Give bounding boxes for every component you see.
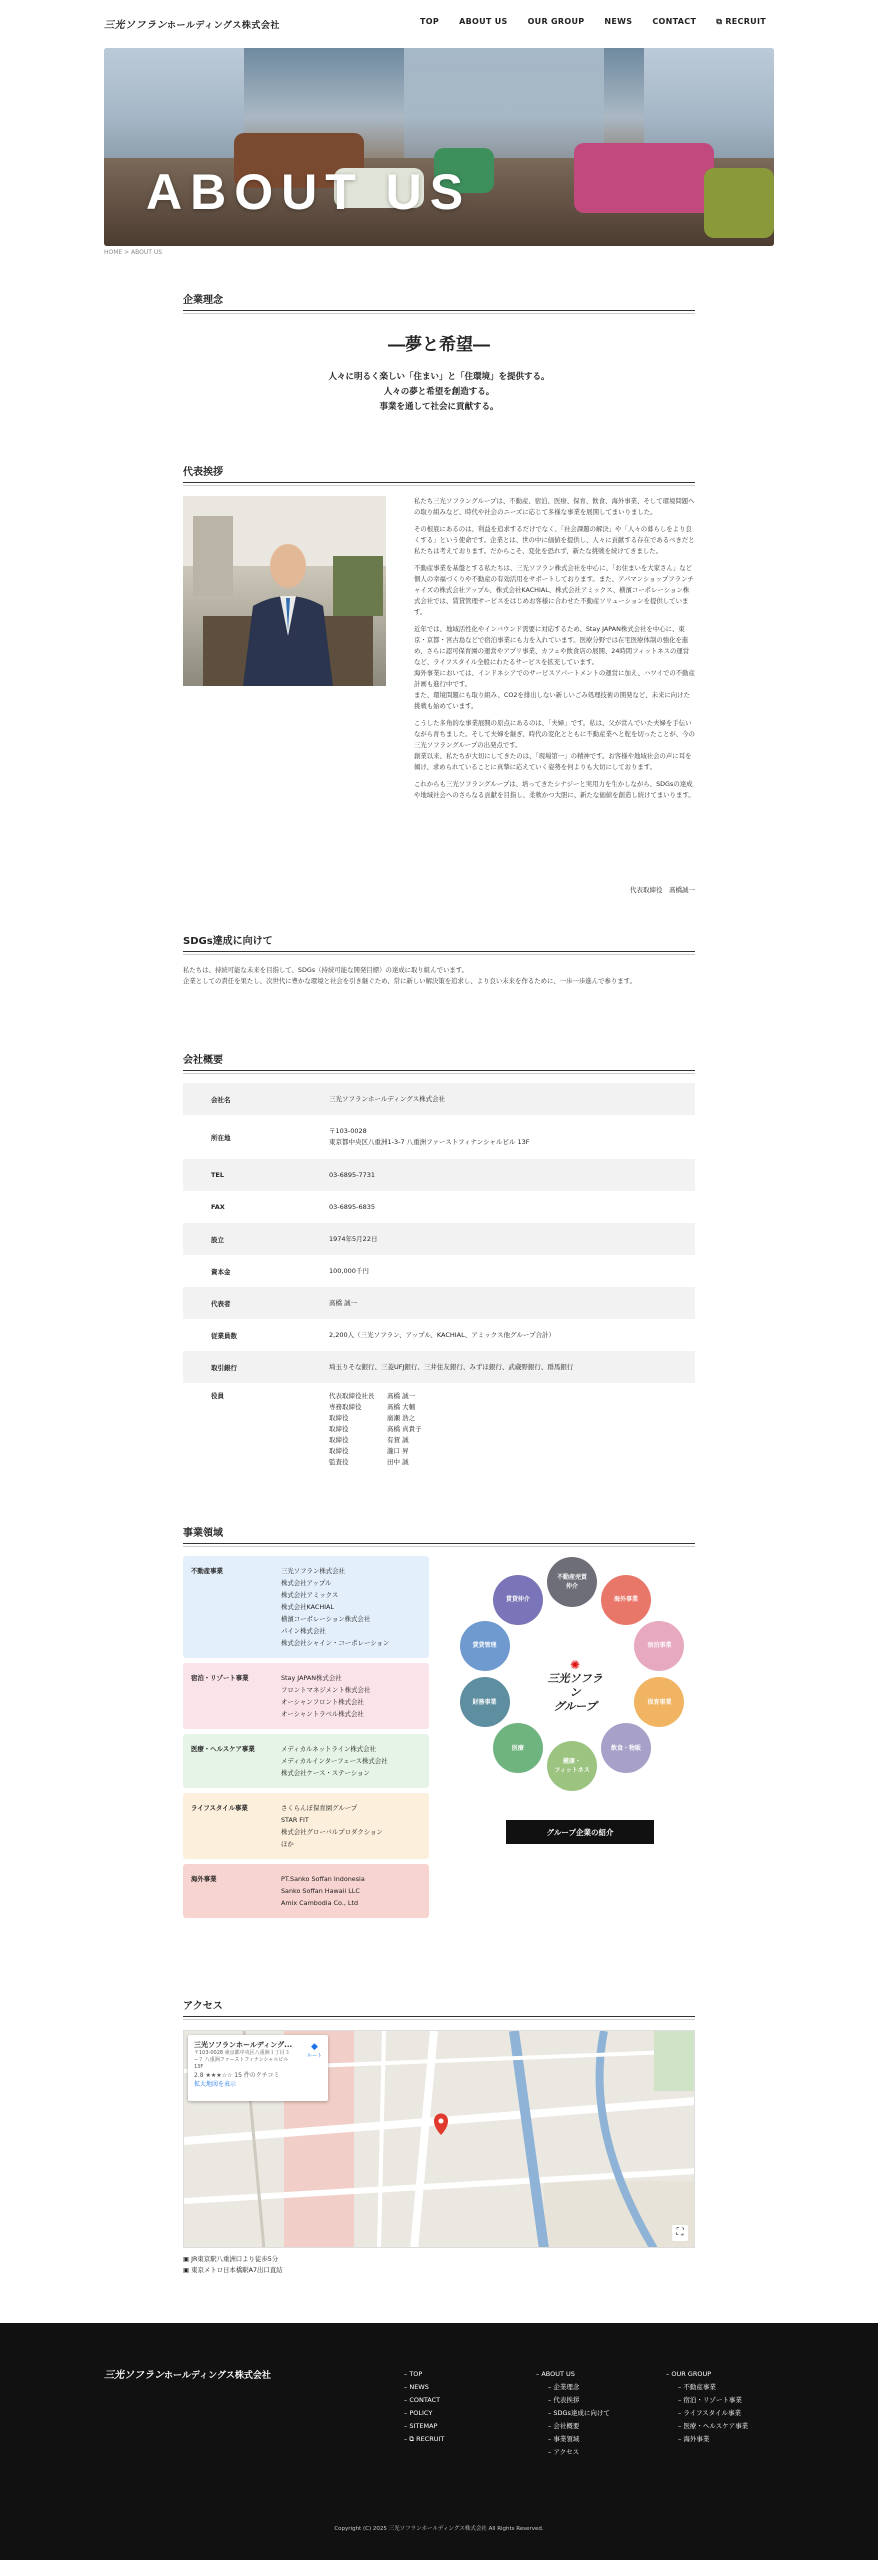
message-paragraph: 近年では、地域活性化やインバウンド需要に対応するため、Stay JAPAN株式会社を中心に、東京・京都・宮古島などで宿泊事業にも力を入れています。医療分野では在宅医療体制の強化を進め、さらに認可保育園の運営やアプリ事業、カフェや飲食店の展開、24時間フィットネスの運営など、ライフスタイル全般にわたるサービスを拡充しています。 (414, 625, 690, 666)
message-paragraph: 創業以来、私たちが大切にしてきたのは、「現場第一」の精神です。お客様や地域社会の声に耳を傾け、求められていることに真摯に応えていく姿勢を何よりも大切にしております。 (414, 752, 692, 771)
logo-mark-icon: ✺ (569, 1658, 581, 1672)
officer-name: 髙橋 大輔 (387, 1403, 416, 1411)
business-block (183, 1793, 429, 1859)
profile-row-officers (183, 1383, 695, 1483)
officer-name: 瀧口 昇 (387, 1447, 409, 1455)
officer-name: 廣瀬 浩之 (387, 1414, 416, 1422)
nav-contact[interactable]: CONTACT (652, 17, 697, 26)
company-name: メディカルネットライン株式会社 (281, 1745, 376, 1753)
company-name: 株式会社アミックス (281, 1591, 339, 1599)
officer-title: 取締役 (329, 1436, 349, 1444)
company-name: Sanko Soffan Hawaii LLC (281, 1887, 360, 1895)
footer-col-main (404, 2368, 444, 2446)
company-name: 横濱コーポレーション株式会社 (281, 1615, 371, 1623)
message-paragraph: その根底にあるのは、利益を追求するだけでなく、「社会課題の解決」や「人々の暮らしをより良くする」という使命です。企業とは、世の中に価値を提供し、人々に貢献する存在であるべきだと私たちは考えております。だからこそ、変化を恐れず、新たな挑戦を続けてきました。 (414, 525, 695, 555)
footer-link-label: NEWS (409, 2383, 429, 2391)
sdgs-heading: SDGs達成に向けて (183, 932, 695, 952)
group-companies-button[interactable]: グループ企業の紹介 (506, 1820, 654, 1844)
footer-link-label: 医療・ヘルスケア事業 (683, 2422, 749, 2430)
message-heading: 代表挨拶 (183, 463, 695, 483)
business-circle[interactable]: 健康・ フィットネス (547, 1741, 597, 1791)
company-name: 株式会社シャイン・コーポレーション (281, 1639, 390, 1647)
nav-about-us[interactable]: ABOUT US (459, 17, 508, 26)
footer-link-sub[interactable]: – ライフスタイル事業 (678, 2409, 742, 2417)
profile-key: 資本金 (211, 1267, 231, 1276)
business-category: 医療・ヘルスケア事業 (191, 1745, 255, 1753)
copyright: Copyright (C) 2025 三光ソフランホールディングス株式会社 All Rights Reserved. (334, 2526, 544, 2532)
business-circle[interactable]: 不動産売買 仲介 (547, 1557, 597, 1607)
company-name: メディカルインターフェース株式会社 (281, 1757, 388, 1765)
message-paragraph: こうした多角的な事業展開の原点にあるのは、「夫婦」です。私は、父が営んでいた夫婦を手伝いながら育ちました。そして夫婦を継ぎ、時代の変化とともに不動産業へと舵を切ったことが、今の三光ソフラングループの出発点です。 (414, 719, 695, 749)
footer-link-about-us[interactable]: – ABOUT US (536, 2370, 575, 2378)
company-name: ほか (281, 1840, 294, 1848)
philosophy-line: 人々に明るく楽しい「住まい」と「住環境」を提供する。 (328, 372, 550, 382)
footer-link-label: SDGs達成に向けて (553, 2409, 610, 2417)
business-circle[interactable]: 宿泊事業 (634, 1621, 684, 1671)
window-right (644, 48, 774, 158)
business-companies (281, 1802, 421, 1850)
footer-logo-brand: 三光ソフラン (104, 2370, 164, 2381)
access-note-text: 東京メトロ日本橋駅A7出口直結 (191, 2266, 283, 2274)
footer-link-label: 企業理念 (553, 2383, 580, 2391)
profile-value: 髙橋 誠一 (329, 1298, 358, 1307)
footer-link-sitemap[interactable]: – SITEMAP (404, 2422, 438, 2430)
sdgs-text (183, 965, 703, 987)
company-name: パイン株式会社 (281, 1627, 326, 1635)
philosophy-line: 人々の夢と希望を創造する。 (383, 387, 495, 397)
map-info-card (188, 2035, 328, 2101)
footer-link-label: 代表挨拶 (553, 2396, 580, 2404)
access-notes (183, 2254, 283, 2276)
nav-our-group[interactable]: OUR GROUP (527, 17, 585, 26)
business-companies (281, 1565, 421, 1649)
company-name: PT.Sanko Soffan Indonesia (281, 1875, 365, 1883)
footer-link-label: SITEMAP (409, 2422, 438, 2430)
footer-link-label: OUR GROUP (671, 2370, 712, 2378)
message-paragraph: 私たち三光ソフラングループは、不動産、宿泊、医療、保育、飲食、海外事業、そして環境問題への取り組みなど、時代や社会のニーズに応じて多様な事業を展開してまいりました。 (414, 497, 695, 516)
profile-row (183, 1159, 695, 1191)
profile-value: 三光ソフランホールディングス株式会社 (329, 1094, 446, 1103)
map-rating: 2.8 ★★★☆☆ 15 件のクチコミ (194, 2072, 280, 2079)
company-name: STAR FIT (281, 1816, 309, 1824)
hero-banner (104, 48, 774, 246)
footer-link-label: アクセス (553, 2448, 580, 2456)
main-nav (420, 17, 766, 27)
officer-title: 監査役 (329, 1458, 349, 1466)
philosophy-title: ―夢と希望― (388, 335, 490, 355)
company-name: 株式会社アップル (281, 1579, 332, 1587)
profile-row (183, 1083, 695, 1115)
company-name: 株式会社グローバルプロダクション (281, 1828, 383, 1836)
footer-link-label: POLICY (409, 2409, 433, 2417)
nav-recruit-label: RECRUIT (725, 17, 766, 26)
footer-logo-suffix: ホールディングス株式会社 (164, 2371, 271, 2381)
officer-title: 取締役 (329, 1414, 349, 1422)
profile-row (183, 1191, 695, 1223)
profile-key: 取引銀行 (211, 1363, 237, 1372)
external-link-icon: ⧉ (409, 2435, 414, 2443)
sofa-patterned (704, 168, 774, 238)
directions-label: ルート (306, 2053, 322, 2059)
google-map[interactable] (183, 2030, 695, 2248)
footer-col-group (666, 2368, 748, 2446)
ceo-signature: 代表取締役 髙橋誠一 (630, 886, 695, 894)
access-heading: アクセス (183, 1997, 695, 2017)
footer-link-sub[interactable]: – 宿泊・リゾート事業 (678, 2396, 742, 2404)
profile-key: 設立 (211, 1235, 224, 1244)
footer-link-sub[interactable]: – 海外事業 (678, 2435, 710, 2443)
breadcrumb[interactable]: HOME > ABOUT US (104, 249, 163, 256)
map-fullscreen-icon[interactable]: ⛶ (672, 2225, 688, 2241)
business-category: ライフスタイル事業 (191, 1804, 248, 1812)
footer-logo[interactable] (104, 2366, 271, 2381)
access-note (183, 2265, 283, 2276)
logo-suffix: ホールディングス株式会社 (167, 21, 280, 31)
profile-key: 従業員数 (211, 1331, 237, 1340)
sdgs-line: 企業としての責任を果たし、次世代に豊かな環境と社会を引き継ぐため、常に新しい解決策を追求し、より良い未来を作るために、一歩一歩進んで参ります。 (183, 977, 636, 985)
business-block (183, 1864, 429, 1918)
profile-key: 役員 (211, 1392, 224, 1400)
profile-value: 100,000千円 (329, 1266, 369, 1275)
company-name: Stay JAPAN株式会社 (281, 1674, 342, 1682)
business-list (183, 1556, 429, 1923)
officer-title: 代表取締役社長 (329, 1392, 375, 1400)
message-paragraph: 海外事業においては、インドネシアでのサービスアパートメントの運営に加え、ハワイでの不動産計画も進行中です。 (414, 669, 695, 688)
footer-link-label: 事業領域 (553, 2435, 580, 2443)
train-icon: ▣ (183, 2266, 190, 2274)
sdgs-line: 私たちは、持続可能な未来を目指して、SDGs（持続可能な開発目標）の達成に取り組んでいます。 (183, 966, 469, 974)
footer-link-our-group[interactable]: – OUR GROUP (666, 2370, 712, 2378)
officer-title: 専務取締役 (329, 1403, 362, 1411)
window-center (404, 48, 604, 158)
profile-heading: 会社概要 (183, 1051, 695, 1071)
profile-key: 所在地 (211, 1133, 231, 1142)
ceo-photo (183, 496, 386, 686)
footer-link-sub[interactable]: – 会社概要 (548, 2422, 580, 2430)
profile-value: 03-6895-6835 (329, 1202, 376, 1211)
footer-link-label: CONTACT (409, 2396, 441, 2404)
philosophy-heading: 企業理念 (183, 291, 695, 311)
business-circle[interactable]: 保育事業 (634, 1677, 684, 1727)
footer-link-sub[interactable]: – SDGs達成に向けて (548, 2409, 610, 2417)
profile-value: 2,200人（三光ソフラン、アップル、KACHIAL、アミックス他グループ合計） (329, 1330, 556, 1339)
footer-link-label: RECRUIT (416, 2435, 445, 2443)
nav-top[interactable]: TOP (420, 17, 440, 26)
profile-row (183, 1115, 695, 1159)
site-header (0, 0, 878, 46)
business-companies (281, 1743, 421, 1779)
footer-link-label: TOP (409, 2370, 423, 2378)
profile-key: FAX (211, 1203, 225, 1211)
logo-brand: 三光ソフラン (104, 20, 167, 31)
center-logo-text: 三光ソフラン グループ (547, 1672, 603, 1713)
profile-row (183, 1223, 695, 1255)
business-block (183, 1556, 429, 1658)
footer-link-label: 会社概要 (553, 2422, 580, 2430)
address: 東京都中央区八重洲1-3-7 八重洲ファーストフィナンシャルビル 13F (329, 1138, 530, 1146)
site-logo[interactable] (104, 16, 280, 31)
business-circle[interactable]: 賃貸管理 (460, 1621, 510, 1671)
map-place-name: 三光ソフランホールディング... (194, 2041, 293, 2049)
map-address: 〒103-0028 東京都中央区八重洲１丁目３−７ 八重洲ファーストフィナンシャルビル 13F (194, 2050, 290, 2070)
business-circle[interactable]: 飲食・物販 (601, 1723, 651, 1773)
footer-link-sub[interactable]: – 医療・ヘルスケア事業 (678, 2422, 749, 2430)
officer-name: 有賀 誠 (387, 1436, 409, 1444)
business-companies (281, 1672, 421, 1720)
officer-name: 髙橋 誠一 (387, 1392, 416, 1400)
footer-link-recruit[interactable]: – ⧉ RECRUIT (404, 2435, 445, 2443)
map-directions-button[interactable] (307, 2043, 322, 2061)
business-circle[interactable]: 医療 (493, 1723, 543, 1773)
company-name: さくらんぼ保育園グループ (281, 1804, 358, 1812)
profile-value (329, 1118, 695, 1156)
sofa-pink (574, 143, 714, 213)
profile-key: 代表者 (211, 1299, 231, 1308)
profile-row (183, 1319, 695, 1351)
train-icon: ▣ (183, 2255, 190, 2263)
directions-icon: ◆ (311, 2042, 318, 2052)
window-left (104, 48, 244, 158)
footer-link-sub[interactable]: – 事業領域 (548, 2435, 580, 2443)
group-center-logo (545, 1658, 605, 1714)
message-paragraph: また、環境問題にも取り組み、CO2を排出しない新しいごみ処理技術の開発など、未来に向けた挑戦も始めています。 (414, 691, 690, 710)
officer-name: 田中 誠 (387, 1458, 409, 1466)
site-footer (0, 2323, 878, 2560)
message-paragraph: 不動産事業を基盤とする私たちは、三光ソフラン株式会社を中心に、「お住まいを大家さん」など個人の幸福づくりや不動産の有効活用をサポートしております。また、アパマンショップフランチャイズの株式会社アップル、株式会社KACHIAL、株式会社アミックス、横濱コーポレーション株式会社では、賃貸管理サービスをはじめお客様に合わせた不動産ソリューションを提供しています。 (414, 564, 694, 616)
business-category: 不動産事業 (191, 1567, 223, 1575)
company-name: 三光ソフラン株式会社 (281, 1567, 345, 1575)
officers-grid (329, 1391, 695, 1468)
footer-link-top[interactable]: – TOP (404, 2370, 423, 2378)
company-name: フロントマネジメント株式会社 (281, 1686, 371, 1694)
profile-row (183, 1255, 695, 1287)
footer-link-news[interactable]: – NEWS (404, 2383, 429, 2391)
postal-code: 〒103-0028 (329, 1127, 367, 1135)
footer-link-sub[interactable]: – 代表挨拶 (548, 2396, 580, 2404)
nav-recruit[interactable] (716, 17, 766, 27)
business-circle[interactable]: 財務事業 (460, 1677, 510, 1727)
company-name: オーシャントラベル株式会社 (281, 1710, 364, 1718)
message-paragraph: これからも三光ソフラングループは、培ってきたシナジーと実用力を生かしながら、SDGsの達成や地域社会へのさらなる貢献を目指し、柔軟かつ大胆に、新たな価値を創造し続けてまいります。 (414, 780, 695, 799)
access-note-text: JR東京駅八重洲口より徒歩5分 (191, 2255, 279, 2263)
business-companies (281, 1873, 421, 1909)
philosophy-lines (0, 370, 878, 415)
company-name: 株式会社ケース・ステーション (281, 1769, 370, 1777)
map-enlarge-link[interactable]: 拡大地図を表示 (194, 2081, 237, 2088)
footer-link-label: ABOUT US (541, 2370, 575, 2378)
officer-name: 髙橋 真貴子 (387, 1425, 422, 1433)
company-profile-table (183, 1083, 695, 1483)
footer-link-label: 海外事業 (683, 2435, 710, 2443)
footer-link-contact[interactable]: – CONTACT (404, 2396, 441, 2404)
company-name: Amix Cambodia Co., Ltd (281, 1899, 359, 1907)
footer-link-sub[interactable]: – 不動産事業 (678, 2383, 716, 2391)
profile-row (183, 1351, 695, 1383)
business-circle[interactable]: 賃貸仲介 (493, 1575, 543, 1625)
business-heading: 事業領域 (183, 1524, 695, 1544)
external-link-icon: ⧉ (716, 17, 723, 26)
business-circle[interactable]: 海外事業 (601, 1575, 651, 1625)
ceo-illustration (183, 496, 386, 686)
group-circle-diagram (450, 1556, 695, 1801)
footer-link-label: 不動産事業 (683, 2383, 716, 2391)
profile-value: 1974年5月22日 (329, 1234, 378, 1243)
officer-title: 取締役 (329, 1447, 349, 1455)
business-category: 海外事業 (191, 1875, 217, 1883)
footer-link-policy[interactable]: – POLICY (404, 2409, 433, 2417)
company-name: オーシャンフロント株式会社 (281, 1698, 364, 1706)
business-block (183, 1663, 429, 1729)
footer-col-about (536, 2368, 610, 2459)
footer-link-label: 宿泊・リゾート事業 (683, 2396, 742, 2404)
ceo-message-text (414, 496, 695, 807)
footer-link-label: ライフスタイル事業 (683, 2409, 742, 2417)
footer-link-sub[interactable]: – アクセス (548, 2448, 580, 2456)
officer-title: 取締役 (329, 1425, 349, 1433)
business-category: 宿泊・リゾート事業 (191, 1674, 249, 1682)
nav-news[interactable]: NEWS (604, 17, 633, 26)
profile-value: 埼玉りそな銀行、三菱UFJ銀行、三井住友銀行、みずほ銀行、武蔵野銀行、群馬銀行 (329, 1362, 574, 1371)
access-note (183, 2254, 283, 2265)
officers-list (329, 1383, 695, 1476)
profile-value: 03-6895-7731 (329, 1170, 376, 1179)
hero-title: ABOUT US (146, 164, 472, 220)
philosophy-line: 事業を通して社会に貢献する。 (379, 402, 499, 412)
profile-row (183, 1287, 695, 1319)
company-name: 株式会社KACHIAL (281, 1603, 334, 1611)
profile-key: 会社名 (211, 1095, 231, 1104)
footer-link-sub[interactable]: – 企業理念 (548, 2383, 580, 2391)
profile-key: TEL (211, 1171, 225, 1179)
business-block (183, 1734, 429, 1788)
